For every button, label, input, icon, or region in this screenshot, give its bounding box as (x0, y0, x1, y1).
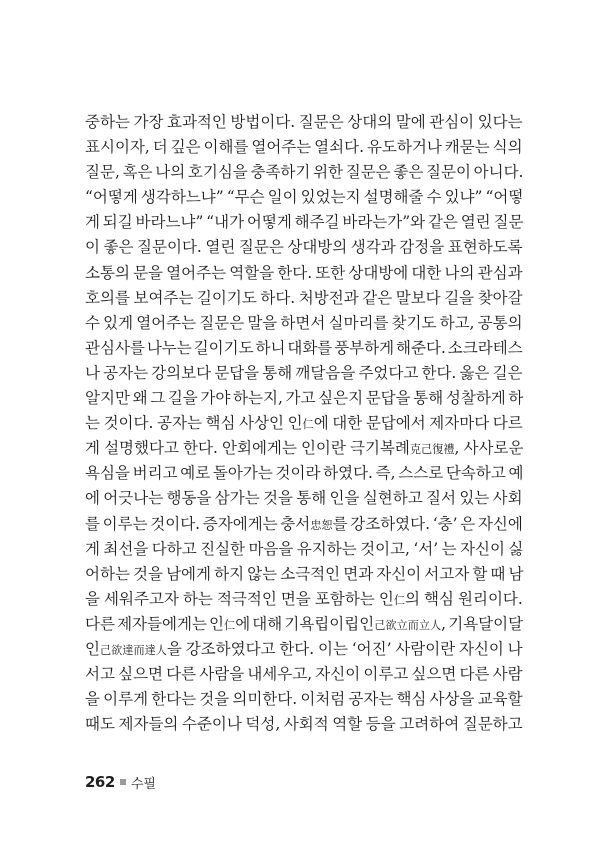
page-number: 262 (85, 773, 115, 791)
text-line (85, 135, 523, 160)
text-line (85, 386, 523, 411)
hangul-text: 을 이루게 한다는 것을 의미한다. 이처럼 공자는 핵심 사상을 교육할 (85, 690, 523, 709)
text-line (85, 110, 523, 135)
hangul-text: 수 있게 열어주는 질문은 말을 하면서 실마리를 찾기도 하고, 공통의 (85, 313, 523, 332)
text-line (85, 486, 523, 511)
hangul-text: 질문, 혹은 나의 호기심을 충족하기 위한 질문은 좋은 질문이 아니다. (85, 163, 524, 182)
hangul-text: 소통의 문을 열어주는 역할을 한다. 또한 상대방에 대한 나의 관심과 (85, 263, 523, 282)
hanja-annotation: 仁 (302, 418, 314, 432)
hangul-text: 중하는 가장 효과적인 방법이다. 질문은 상대의 말에 관심이 있다는 (85, 113, 523, 131)
text-line (85, 286, 523, 311)
hangul-text: 어하는 것을 남에게 하지 않는 소극적인 면과 자신이 서고자 할 때 남 (85, 564, 524, 583)
hanja-annotation: 仁 (393, 593, 405, 607)
hangul-text: 를 이루는 것이다. 증자에게는 충서 (85, 514, 311, 533)
hangul-text: 를 강조하였다. ‘충’ 은 자신에 (332, 514, 523, 533)
hangul-text: 는 것이다. 공자는 핵심 사상인 인 (85, 414, 303, 433)
hangul-text: 인 (85, 639, 100, 658)
hanja-annotation: 克己復禮 (409, 443, 455, 457)
hangul-text: 게 설명했다고 한다. 안회에게는 인이란 극기복례 (85, 439, 410, 458)
hangul-text: 에 대한 문답에서 제자마다 다르 (313, 414, 523, 433)
text-line (85, 436, 523, 461)
hangul-text: 알지만 왜 그 길을 가야 하는지, 가고 싶은지 문답을 통해 성찰하게 하 (85, 389, 524, 408)
hanja-annotation: 己欲達而達人 (99, 643, 167, 657)
text-line (85, 411, 523, 436)
hangul-text: 때도 제자들의 수준이나 덕성, 사회적 역할 등을 고려하여 질문하고 (85, 715, 523, 734)
hangul-text: 표시이자, 더 깊은 이해를 열어주는 열쇠다. 유도하거나 캐묻는 식의 (85, 138, 523, 157)
text-line (85, 160, 523, 185)
text-line (85, 537, 523, 562)
text-line (85, 562, 523, 587)
text-line (85, 311, 523, 336)
hangul-text: 게 되길 바라느냐” “내가 어떻게 해주길 바라는가”와 같은 열린 질문 (85, 213, 524, 232)
text-line (85, 712, 523, 737)
hanja-annotation: 仁 (224, 618, 236, 632)
text-line (85, 210, 523, 235)
hangul-text: 의 핵심 원리이다. (404, 589, 523, 608)
hangul-text: 을 세워주고자 하는 적극적인 면을 포함하는 인 (85, 589, 394, 608)
text-line (85, 336, 523, 361)
hangul-text: , 기욕달이달 (441, 614, 524, 633)
hangul-text: 서고 싶으면 다른 사람을 내세우고, 자신이 이루고 싶으면 다른 사람 (85, 665, 523, 684)
hangul-text: 관심사를 나누는 길이기도 하니 대화를 풍부하게 해준다. 소크라테스 (85, 338, 523, 357)
hangul-text: 나 공자는 강의보다 문답을 통해 깨달음을 주었다고 한다. 옳은 길은 (85, 363, 523, 382)
text-line (85, 361, 523, 386)
square-bullet-icon (120, 779, 126, 785)
hangul-text: 에 어긋나는 행동을 삼가는 것을 통해 인을 실현하고 질서 있는 사회 (85, 489, 523, 508)
hangul-text: 을 강조하였다고 한다. 이는 ‘어진’ 사람이란 자신이 나 (166, 639, 523, 658)
text-line (85, 235, 523, 260)
page-footer (85, 772, 156, 792)
hangul-text: 게 최선을 다하고 진실한 마음을 유지하는 것이고, ‘서’ 는 자신이 싫 (85, 539, 524, 558)
hanja-annotation: 己欲立而立人 (374, 618, 442, 632)
hangul-text: , 사사로운 (454, 439, 524, 458)
text-line (85, 185, 523, 210)
text-line (85, 662, 523, 687)
text-line (85, 461, 523, 486)
text-line (85, 687, 523, 712)
hangul-text: 이 좋은 질문이다. 열린 질문은 상대방의 생각과 감정을 표현하도록 (85, 238, 523, 257)
section-label: 수필 (130, 776, 156, 792)
body-text (85, 110, 523, 737)
hanja-annotation: 忠恕 (310, 518, 333, 532)
text-line (85, 512, 523, 537)
hangul-text: 욕심을 버리고 예로 돌아가는 것이라 하였다. 즉, 스스로 단속하고 예 (85, 464, 524, 483)
text-line (85, 587, 523, 612)
hangul-text: 호의를 보여주는 길이기도 하다. 처방전과 같은 말보다 길을 찾아갈 (85, 288, 523, 307)
hangul-text: “어떻게 생각하느냐” “무슨 일이 있었는지 설명해줄 수 있냐” “어떻 (85, 188, 524, 207)
hangul-text: 다른 제자들에게는 인 (85, 614, 225, 633)
hangul-text: 에 대해 기욕립이립인 (235, 614, 375, 633)
text-line (85, 612, 523, 637)
text-line (85, 261, 523, 286)
text-line (85, 637, 523, 662)
